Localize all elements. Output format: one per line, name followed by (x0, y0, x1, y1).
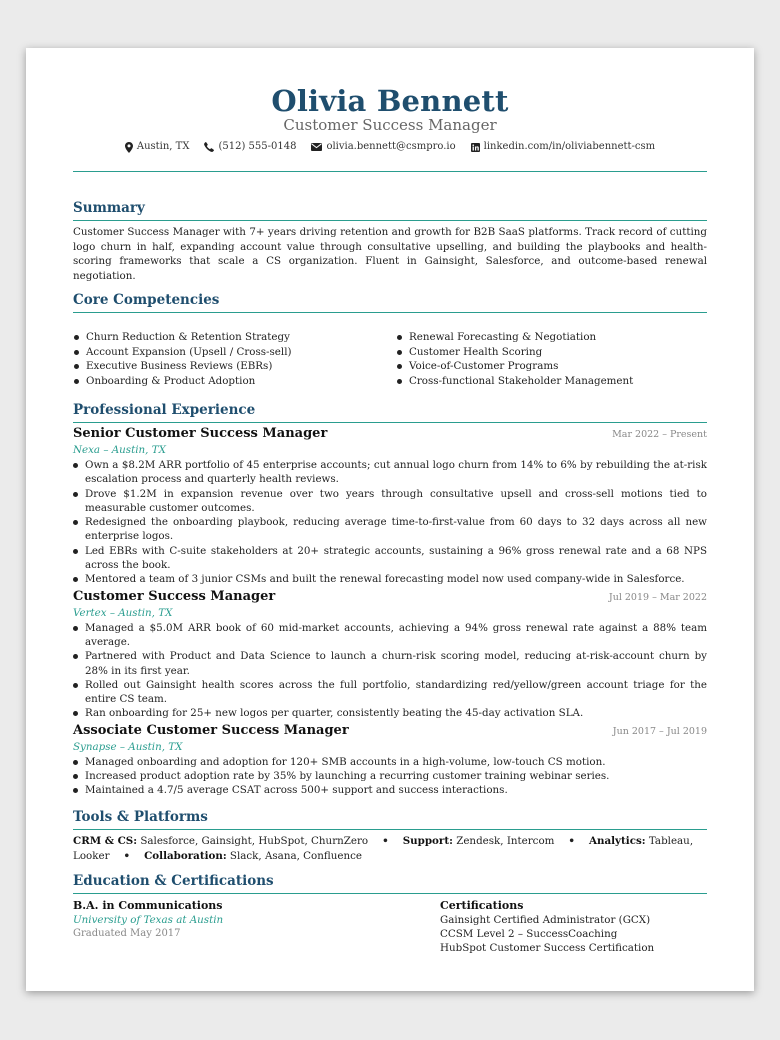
job-entry (73, 722, 707, 798)
certification-item: HubSpot Customer Success Certification (440, 941, 655, 954)
competency-item: Executive Business Reviews (EBRs) (73, 359, 396, 374)
tools-analytics-value: Tableau, Looker (73, 834, 694, 862)
tools-section (73, 808, 707, 864)
degree-name: B.A. in Communications (73, 898, 223, 912)
location-text: Austin, TX (136, 141, 190, 152)
job-title: Associate Customer Success Manager (73, 722, 349, 738)
job-bullet: Increased product adoption rate by 35% by launching a recurring customer training webinar series. (73, 769, 707, 783)
job-bullet: Ran onboarding for 25+ new logos per quarter, consistently beating the 45-day activation SLA. (73, 706, 707, 720)
tools-crm-value: Salesforce, Gainsight, HubSpot, ChurnZero (140, 834, 369, 847)
job-bullet: Led EBRs with C-suite stakeholders at 20+ strategic accounts, sustaining a 96% gross renewal rate and a 68 NPS across the book. (73, 544, 707, 573)
job-header (73, 425, 707, 444)
competencies-grid (73, 330, 707, 388)
job-bullets (73, 621, 707, 721)
competencies-section (73, 291, 707, 388)
job-header (73, 722, 707, 741)
competency-item: Account Expansion (Upsell / Cross-sell) (73, 345, 396, 360)
competency-item: Voice-of-Customer Programs (396, 359, 707, 374)
job-dates: Jul 2019 – Mar 2022 (608, 591, 707, 603)
job-header (73, 588, 707, 607)
candidate-name: Olivia Bennett (271, 84, 509, 118)
education-section (73, 872, 707, 955)
education-grid (73, 898, 707, 955)
experience-heading: Professional Experience (73, 401, 707, 423)
tools-analytics-label: Analytics: (589, 834, 646, 847)
certification-item: CCSM Level 2 – SuccessCoaching (440, 927, 618, 940)
competencies-left-column (73, 330, 396, 388)
tools-collab-label: Collaboration: (144, 849, 227, 862)
tools-crm-label: CRM & CS: (73, 834, 138, 847)
phone-text: (512) 555-0148 (218, 141, 297, 152)
degree-column (73, 898, 440, 955)
competencies-heading: Core Competencies (73, 291, 707, 313)
tools-separator: • (123, 849, 131, 862)
job-company: Synapse – Austin, TX (73, 740, 183, 753)
job-bullet: Managed onboarding and adoption for 120+ SMB accounts in a high-volume, low-touch CS motion. (73, 755, 707, 769)
map-pin-icon (125, 142, 133, 153)
competency-item: Churn Reduction & Retention Strategy (73, 330, 396, 345)
certifications-heading: Certifications (440, 898, 524, 912)
competency-item: Cross-functional Stakeholder Management (396, 374, 707, 389)
job-dates: Mar 2022 – Present (612, 429, 707, 440)
competency-item: Customer Health Scoring (396, 345, 707, 360)
job-entry (73, 425, 707, 587)
tools-separator: • (382, 834, 389, 847)
email-link[interactable]: olivia.bennett@csmpro.io (326, 141, 456, 152)
competencies-right-column (396, 330, 707, 388)
education-heading: Education & Certifications (73, 872, 707, 894)
linkedin-link[interactable]: linkedin.com/in/oliviabennett-csm (483, 141, 656, 152)
summary-section (73, 199, 707, 283)
resume-page (26, 48, 754, 991)
job-bullet: Own a $8.2M ARR portfolio of 45 enterprise accounts; cut annual logo churn from 14% to 6% by rebuilding the at-risk escalation process and quarterly health reviews. (73, 458, 707, 487)
job-bullet: Rolled out Gainsight health scores across the full portfolio, standardizing red/yellow/green account triage for the entire CS team. (73, 678, 707, 707)
summary-text: Customer Success Manager with 7+ years driving retention and growth for B2B SaaS platforms. Track record of cutting logo churn in half, expanding account value through consultative upselling, and building the playbooks and health-scoring frameworks that scale a CS organization. Fluent in Gainsight, Salesforce, and outcome-based renewal negotiation. (73, 226, 707, 282)
job-bullet: Partnered with Product and Data Science to launch a churn-risk scoring model, reducing at-risk-account churn by 28% in its first year. (73, 649, 707, 678)
tools-collab-value: Slack, Asana, Confluence (229, 849, 362, 862)
tools-support-value: Zendesk, Intercom (456, 834, 555, 847)
phone-icon (204, 142, 214, 152)
job-bullet: Redesigned the onboarding playbook, reducing average time-to-first-value from 60 days to 32 days across all new enterprise logos. (73, 515, 707, 544)
experience-section (73, 401, 707, 798)
job-bullet: Maintained a 4.7/5 average CSAT across 500+ support and success interactions. (73, 783, 707, 797)
contact-linkedin[interactable] (471, 140, 656, 154)
linkedin-icon (471, 143, 480, 152)
envelope-icon (311, 143, 322, 151)
job-dates: Jun 2017 – Jul 2019 (612, 725, 707, 737)
job-bullet: Managed a $5.0M ARR book of 60 mid-market accounts, achieving a 94% gross renewal rate against a 88% team average. (73, 621, 707, 650)
competency-item: Onboarding & Product Adoption (73, 374, 396, 389)
tools-separator: • (568, 834, 575, 847)
job-bullet: Mentored a team of 3 junior CSMs and built the renewal forecasting model now used company-wide in Salesforce. (73, 572, 707, 586)
contact-phone (204, 140, 296, 154)
job-bullets (73, 755, 707, 798)
job-company: Nexa – Austin, TX (73, 444, 166, 456)
job-title: Customer Success Manager (73, 588, 276, 604)
contact-bar (73, 140, 707, 154)
competency-item: Renewal Forecasting & Negotiation (396, 330, 707, 345)
tools-list (73, 834, 707, 864)
header-divider (73, 171, 707, 172)
contact-location (125, 140, 190, 154)
candidate-title: Customer Success Manager (283, 116, 497, 134)
school-name: University of Texas at Austin (73, 913, 224, 926)
certification-item: Gainsight Certified Administrator (GCX) (440, 913, 651, 926)
summary-heading: Summary (73, 199, 707, 221)
job-entry (73, 588, 707, 721)
tools-support-label: Support: (402, 834, 453, 847)
tools-heading: Tools & Platforms (73, 808, 707, 830)
job-title: Senior Customer Success Manager (73, 426, 328, 441)
certifications-column (440, 898, 707, 955)
resume-content (73, 84, 707, 955)
contact-email[interactable] (311, 140, 455, 154)
job-bullet: Drove $1.2M in expansion revenue over two years through consultative upsell and cross-sell motions tied to measurable customer outcomes. (73, 487, 707, 516)
graduation-date: Graduated May 2017 (73, 927, 181, 939)
job-company: Vertex – Austin, TX (73, 606, 173, 619)
job-bullets (73, 458, 707, 587)
